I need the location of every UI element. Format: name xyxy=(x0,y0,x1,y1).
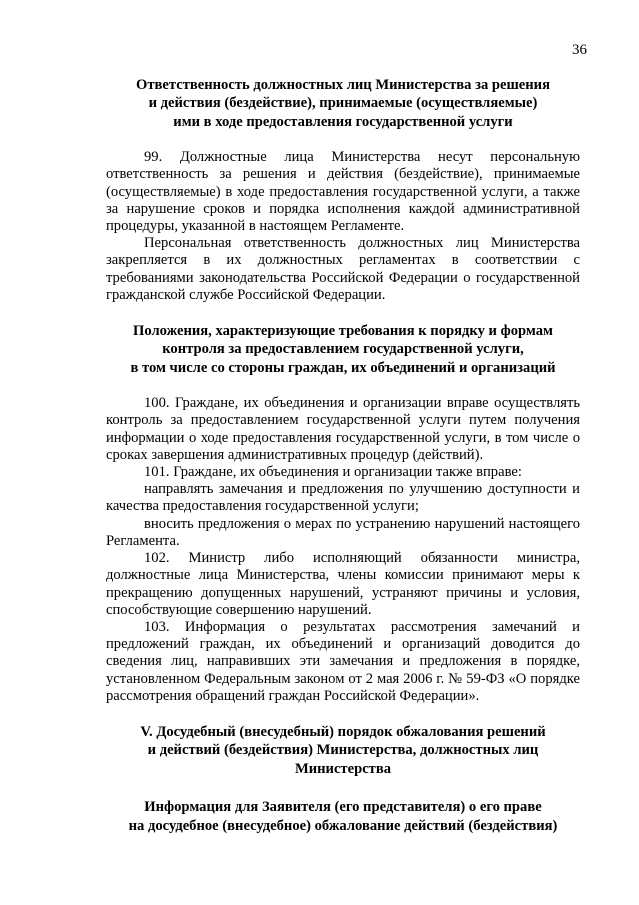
heading-line: Положения, характеризующие требования к порядку и формам xyxy=(133,323,553,340)
paragraph-personal-responsibility: Персональная ответственность должностных лиц Министерства закрепляется в их должностных регламентах в соответствии с требованиями законодательства Российской Федерации о государственной гражданской службе Российской Федерации. xyxy=(106,235,580,303)
paragraph-99: 99. Должностные лица Министерства несут персональную ответственность за решения и действия (бездействие), принимаемые (осуществляемые) в ходе предоставления государственной услуги, а также за нарушение сроков и порядка исполнения каждой административной процедуры, указанной в настоящем Регламенте. xyxy=(106,149,580,235)
heading-line: Информация для Заявителя (его представителя) о его праве xyxy=(144,799,542,816)
section-heading-responsibility xyxy=(106,76,580,131)
section-body-responsibility xyxy=(106,149,580,304)
section-heading-control xyxy=(106,322,580,377)
paragraph-103: 103. Информация о результатах рассмотрения замечаний и предложений граждан, их объединений и организаций доводится до сведения лиц, направивших эти замечания и предложения в порядке, установленном Федеральным законом от 2 мая 2006 г. № 59-ФЗ «О порядке рассмотрения обращений граждан Российской Федерации». xyxy=(106,618,580,704)
section-body-control xyxy=(106,395,580,705)
heading-line: и действий (бездействия) Министерства, должностных лиц xyxy=(147,742,539,759)
paragraph-101-item-2: вносить предложения о мерах по устранению нарушений настоящего Регламента. xyxy=(106,515,580,549)
paragraph-101-item-1: направлять замечания и предложения по улучшению доступности и качества предоставления государственной услуги; xyxy=(106,481,580,515)
heading-line: и действия (бездействие), принимаемые (осуществляемые) xyxy=(148,95,538,112)
heading-line: ими в ходе предоставления государственной услуги xyxy=(173,113,513,130)
paragraph-101: 101. Граждане, их объединения и организации также вправе: xyxy=(144,464,522,481)
paragraph-102: 102. Министр либо исполняющий обязанности министра, должностные лица Министерства, члены комиссии принимают меры к прекращению допущенных нарушений, устраняют причины и условия, способствующие совершению нарушений. xyxy=(106,550,580,618)
document-body xyxy=(106,76,580,835)
heading-line: V. Досудебный (внесудебный) порядок обжалования решений xyxy=(140,723,546,740)
heading-line: контроля за предоставлением государственной услуги, xyxy=(162,341,524,358)
spacer xyxy=(106,778,580,798)
paragraph-100: 100. Граждане, их объединения и организации вправе осуществлять контроль за предоставлением государственной услуги путем получения информации о ходе предоставления государственной услуги, в том числе о сроках завершения административных процедур (действий). xyxy=(106,395,580,463)
page-number: 36 xyxy=(572,42,587,58)
section-heading-appeal-info xyxy=(106,798,580,835)
heading-line: в том числе со стороны граждан, их объединений и организаций xyxy=(130,359,556,376)
heading-line: Ответственность должностных лиц Министерства за решения xyxy=(136,77,550,93)
heading-line: Министерства xyxy=(294,760,392,777)
heading-line: на досудебное (внесудебное) обжалование действий (бездействия) xyxy=(128,817,558,834)
chapter-heading-appeal xyxy=(106,723,580,778)
